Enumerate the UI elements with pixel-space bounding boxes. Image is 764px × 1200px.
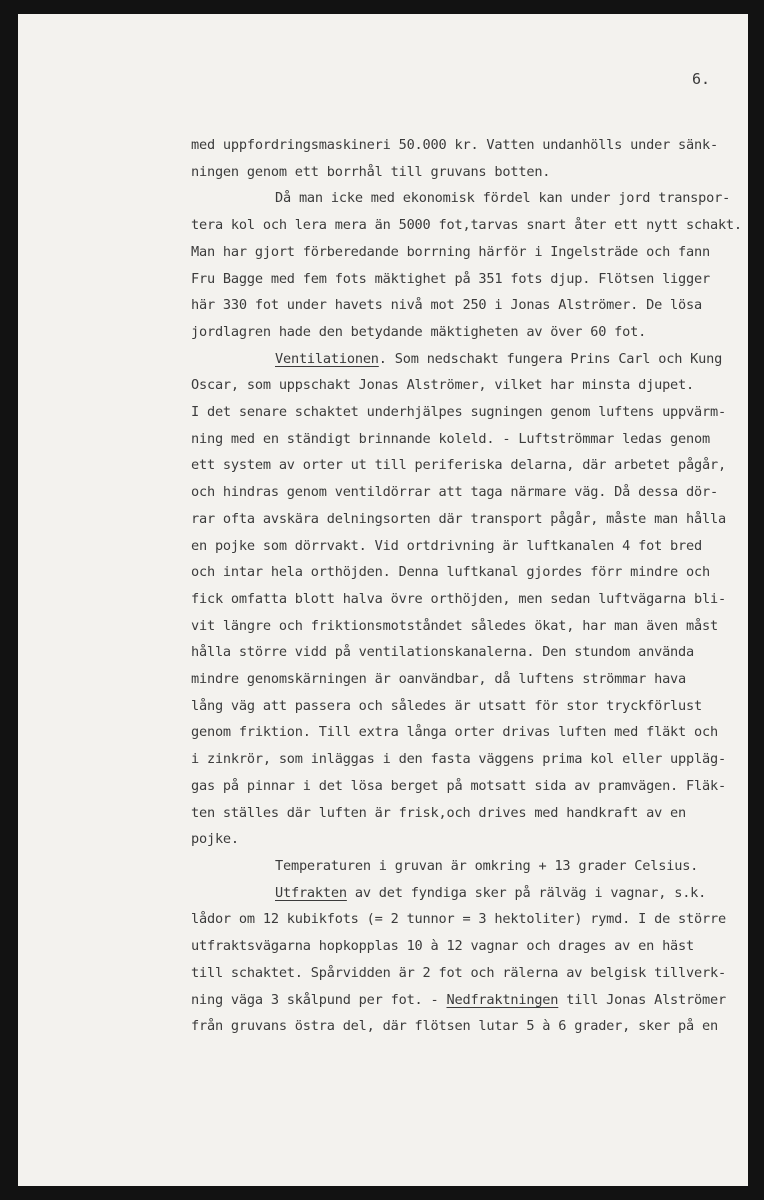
text-line: [191, 506, 764, 533]
text-line: [191, 533, 764, 560]
body-text: [191, 132, 764, 1040]
text-line: [191, 372, 764, 399]
text-line: [191, 319, 764, 346]
text-line: [191, 292, 764, 319]
text-line: [191, 586, 764, 613]
line-text: Oscar, som uppschakt Jonas Alströmer, vilket har minsta djupet.: [191, 377, 695, 394]
text-line: [191, 613, 764, 640]
text-line: [191, 719, 764, 746]
line-text: pojke.: [191, 831, 239, 848]
text-line: [191, 933, 764, 960]
line-text: ningen genom ett borrhål till gruvans botten.: [191, 163, 551, 180]
line-text: till schaktet. Spårvidden är 2 fot och rälerna av belgisk tillverk-: [191, 964, 726, 981]
line-text: här 330 fot under havets nivå mot 250 i Jonas Alströmer. De lösa: [191, 297, 702, 314]
line-text: och hindras genom ventildörrar att taga närmare väg. Då dessa dör-: [191, 484, 718, 501]
line-text: jordlagren hade den betydande mäktigheten av över 60 fot.: [191, 323, 647, 340]
line-text: lång väg att passera och således är utsatt för stor tryckförlust: [191, 697, 702, 714]
line-text: I det senare schaktet underhjälpes sugningen genom luftens uppvärm-: [191, 404, 726, 421]
text-line: [191, 960, 764, 987]
line-text: Man har gjort förberedande borrning härför i Ingelsträde och fann: [191, 243, 710, 260]
underlined-heading: Nedfraktningen: [446, 991, 559, 1008]
text-line: [191, 185, 764, 212]
text-line: [191, 212, 764, 239]
line-text: . Som nedschakt fungera Prins Carl och Kung: [378, 350, 723, 367]
line-text: med uppfordringsmaskineri 50.000 kr. Vatten undanhölls under sänk-: [191, 137, 718, 153]
text-line: [191, 826, 764, 853]
text-line: [191, 452, 764, 479]
line-text: till Jonas Alströmer: [558, 991, 726, 1008]
text-line: [191, 346, 764, 373]
text-line: [191, 559, 764, 586]
line-text: och intar hela orthöjden. Denna luftkanal gjordes förr mindre och: [191, 564, 710, 581]
line-text: tera kol och lera mera än 5000 fot,tarvas snart åter ett nytt schakt.: [191, 217, 742, 234]
line-text: Fru Bagge med fem fots mäktighet på 351 fots djup. Flötsen ligger: [191, 270, 710, 287]
line-text: mindre genomskärningen är oanvändbar, då luftens strömmar hava: [191, 671, 687, 688]
text-line: [191, 479, 764, 506]
line-text: genom friktion. Till extra långa orter drivas luften med fläkt och: [191, 724, 718, 741]
text-line: [191, 266, 764, 293]
text-line: [191, 880, 764, 907]
line-text: ning väga 3 skålpund per fot. -: [191, 991, 447, 1008]
line-text: från gruvans östra del, där flötsen lutar 5 à 6 grader, sker på en: [191, 1018, 718, 1035]
text-line: [191, 773, 764, 800]
text-line: [191, 426, 764, 453]
text-line: [191, 1013, 764, 1040]
page-number: 6.: [692, 70, 711, 88]
text-line: [191, 987, 764, 1014]
line-text: utfraktsvägarna hopkopplas 10 à 12 vagnar och drages av en häst: [191, 938, 695, 955]
line-text: gas på pinnar i det lösa berget på motsatt sida av pramvägen. Fläk-: [191, 777, 726, 794]
line-text: lådor om 12 kubikfots (= 2 tunnor = 3 hektoliter) rymd. I de större: [191, 911, 726, 928]
line-text: ett system av orter ut till periferiska delarna, där arbetet pågår,: [191, 457, 726, 474]
text-line: [191, 693, 764, 720]
line-text: Temperaturen i gruvan är omkring + 13 grader Celsius.: [275, 857, 699, 874]
line-text: ning med en ständigt brinnande koleld. - Luftströmmar ledas genom: [191, 430, 710, 447]
document-page: [18, 14, 748, 1186]
line-text: en pojke som dörrvakt. Vid ortdrivning är luftkanalen 4 fot bred: [191, 537, 702, 554]
text-line: [191, 399, 764, 426]
text-line: [191, 666, 764, 693]
underlined-heading: Utfrakten: [275, 884, 347, 901]
line-text: rar ofta avskära delningsorten där transport pågår, måste man hålla: [191, 510, 726, 527]
line-text: av det fyndiga sker på rälväg i vagnar, s.k.: [346, 884, 707, 901]
text-line: [191, 746, 764, 773]
line-text: hålla större vidd på ventilationskanalerna. Den stundom använda: [191, 644, 695, 661]
text-line: [191, 639, 764, 666]
underlined-heading: Ventilationen: [275, 350, 379, 367]
text-line: [191, 853, 764, 880]
line-text: Då man icke med ekonomisk fördel kan under jord transpor-: [275, 190, 731, 207]
line-text: ten ställes där luften är frisk,och drives med handkraft av en: [191, 804, 687, 821]
line-text: fick omfatta blott halva övre orthöjden, men sedan luftvägarna bli-: [191, 590, 726, 607]
text-line: [191, 800, 764, 827]
line-text: i zinkrör, som inläggas i den fasta väggens prima kol eller uppläg-: [191, 751, 726, 768]
line-text: vit längre och friktionsmotståndet således ökat, har man även måst: [191, 617, 718, 634]
text-line: [191, 159, 764, 186]
text-line: [191, 906, 764, 933]
text-line: [191, 239, 764, 266]
text-line: [191, 132, 764, 159]
